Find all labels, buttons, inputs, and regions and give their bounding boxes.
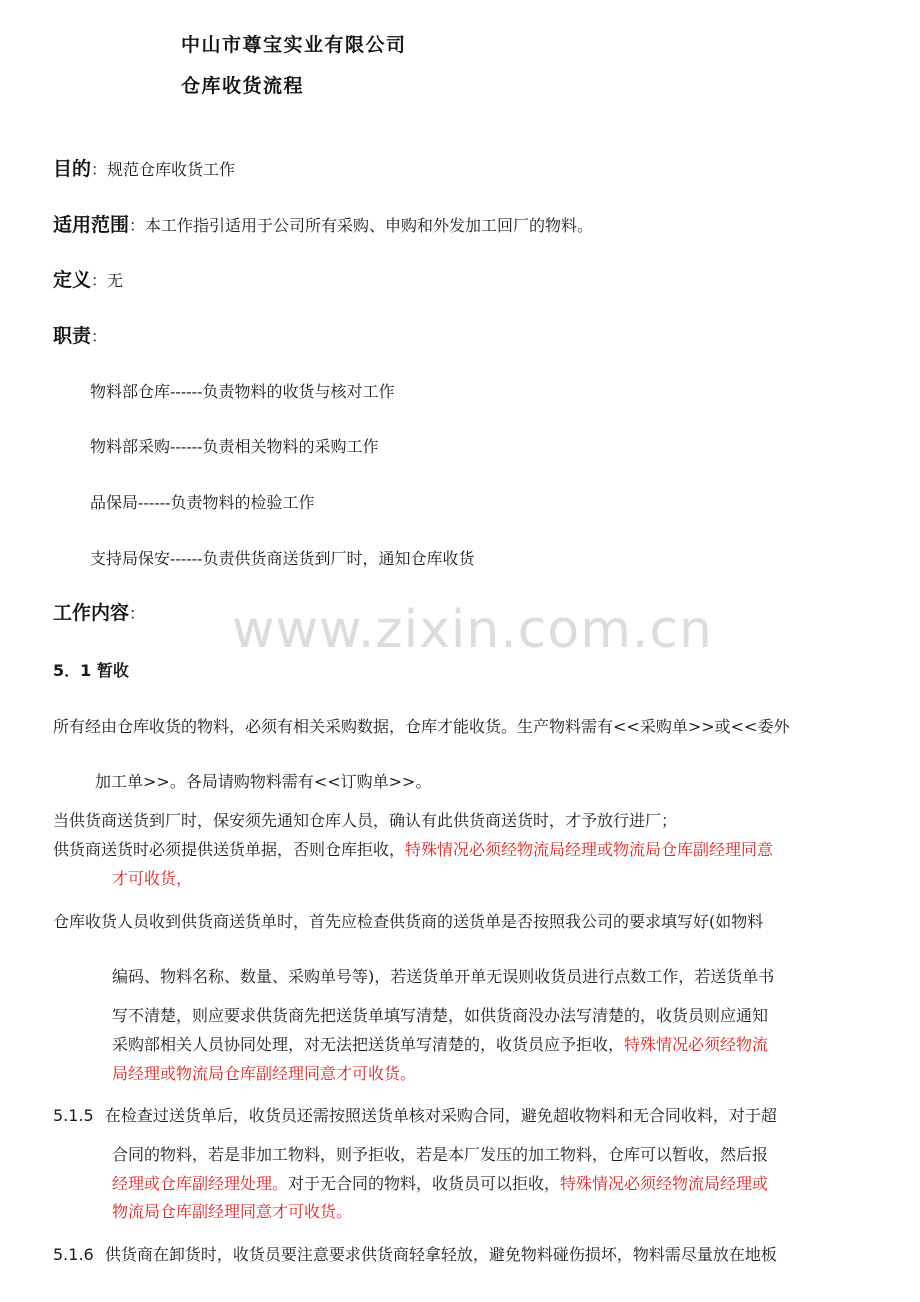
purpose-label: 目的	[53, 158, 92, 180]
highlight-text: 经理或仓库副经理处理。	[112, 1174, 289, 1193]
purpose-colon: ：	[91, 160, 108, 179]
paragraph-line: 合同的物料，若是非加工物料，则予拒收，若是本厂发压的加工物料，仓库可以暂收，然后报	[112, 1145, 769, 1164]
section-number: 5.1.5	[53, 1106, 94, 1125]
section-5-1-heading: 5．1 暂收	[53, 661, 129, 680]
highlight-text: 特殊情况必须经物流	[624, 1035, 769, 1054]
section-number: 5.1.6	[53, 1245, 94, 1264]
definition-label: 定义	[53, 269, 92, 291]
scope-label: 适用范围	[53, 214, 130, 236]
paragraph-text: 采购部相关人员协同处理，对无法把送货单写清楚的，收货员应予拒收，	[112, 1035, 625, 1054]
scope-colon: ：	[129, 216, 146, 235]
paragraph-line	[53, 837, 773, 860]
document-title: 仓库收货流程	[181, 75, 305, 97]
paragraph-line: 编码、物料名称、数量、采购单号等)，若送货单开单无误则收货员进行点数工作，若送货单书	[112, 967, 775, 986]
paragraph-line: 加工单>>。各局请购物料需有<<订购单>>。	[95, 772, 432, 791]
duty-item: 品保局------负责物料的检验工作	[90, 493, 315, 512]
paragraph-text: 对于无合同的物料，收货员可以拒收，	[288, 1174, 561, 1193]
definition-line	[53, 265, 123, 292]
paragraph-text: 供货商在卸货时，收货员要注意要求供货商轻拿轻放，避免物料碰伤损坏，物料需尽量放在地板	[104, 1245, 777, 1264]
duties-colon: ：	[91, 327, 108, 346]
work-label: 工作内容	[53, 602, 130, 624]
section-5-1-6	[53, 1242, 777, 1265]
paragraph-line: 当供货商送货到厂时，保安须先通知仓库人员，确认有此供货商送货时，才予放行进厂；	[53, 811, 678, 830]
duty-item: 支持局保安------负责供货商送货到厂时，通知仓库收货	[90, 549, 475, 568]
duty-item: 物料部采购------负责相关物料的采购工作	[90, 437, 379, 456]
paragraph-line	[112, 1171, 768, 1194]
purpose-text: 规范仓库收货工作	[107, 160, 236, 179]
paragraph-text: 在检查过送货单后，收货员还需按照送货单核对采购合同，避免超收物料和无合同收料，对于超	[104, 1106, 777, 1125]
paragraph-line: 写不清楚，则应要求供货商先把送货单填写清楚，如供货商没办法写清楚的，收货员则应通知	[112, 1006, 769, 1025]
paragraph-line	[112, 1032, 768, 1055]
highlight-text: 特殊情况必须经物流局经理或	[560, 1174, 769, 1193]
highlight-text: 物流局仓库副经理同意才可收货。	[112, 1202, 353, 1221]
purpose-line	[53, 154, 235, 181]
definition-text: 无	[107, 271, 124, 290]
highlight-text: 特殊情况必须经物流局经理或物流局仓库副经理同意	[405, 840, 774, 859]
paragraph-line: 仓库收货人员收到供货商送货单时，首先应检查供货商的送货单是否按照我公司的要求填写好(如物料	[53, 912, 764, 931]
paragraph-text: 供货商送货时必须提供送货单据，否则仓库拒收，	[53, 840, 406, 859]
scope-line	[53, 210, 593, 237]
watermark: www.zixin.com.cn	[232, 600, 713, 660]
duty-item: 物料部仓库------负责物料的收货与核对工作	[90, 382, 395, 401]
duties-heading	[53, 321, 107, 348]
section-5-1-5	[53, 1103, 777, 1126]
company-name: 中山市尊宝实业有限公司	[181, 34, 407, 56]
highlight-text: 局经理或物流局仓库副经理同意才可收货。	[112, 1064, 417, 1083]
work-colon: ：	[129, 604, 146, 623]
paragraph-line: 所有经由仓库收货的物料，必须有相关采购数据，仓库才能收货。生产物料需有<<采购单>>或<<委外	[53, 717, 790, 736]
duties-label: 职责	[53, 325, 92, 347]
highlight-text: 才可收货，	[112, 869, 193, 888]
definition-colon: ：	[91, 271, 108, 290]
scope-text: 本工作指引适用于公司所有采购、申购和外发加工回厂的物料。	[145, 216, 594, 235]
work-heading	[53, 598, 145, 625]
